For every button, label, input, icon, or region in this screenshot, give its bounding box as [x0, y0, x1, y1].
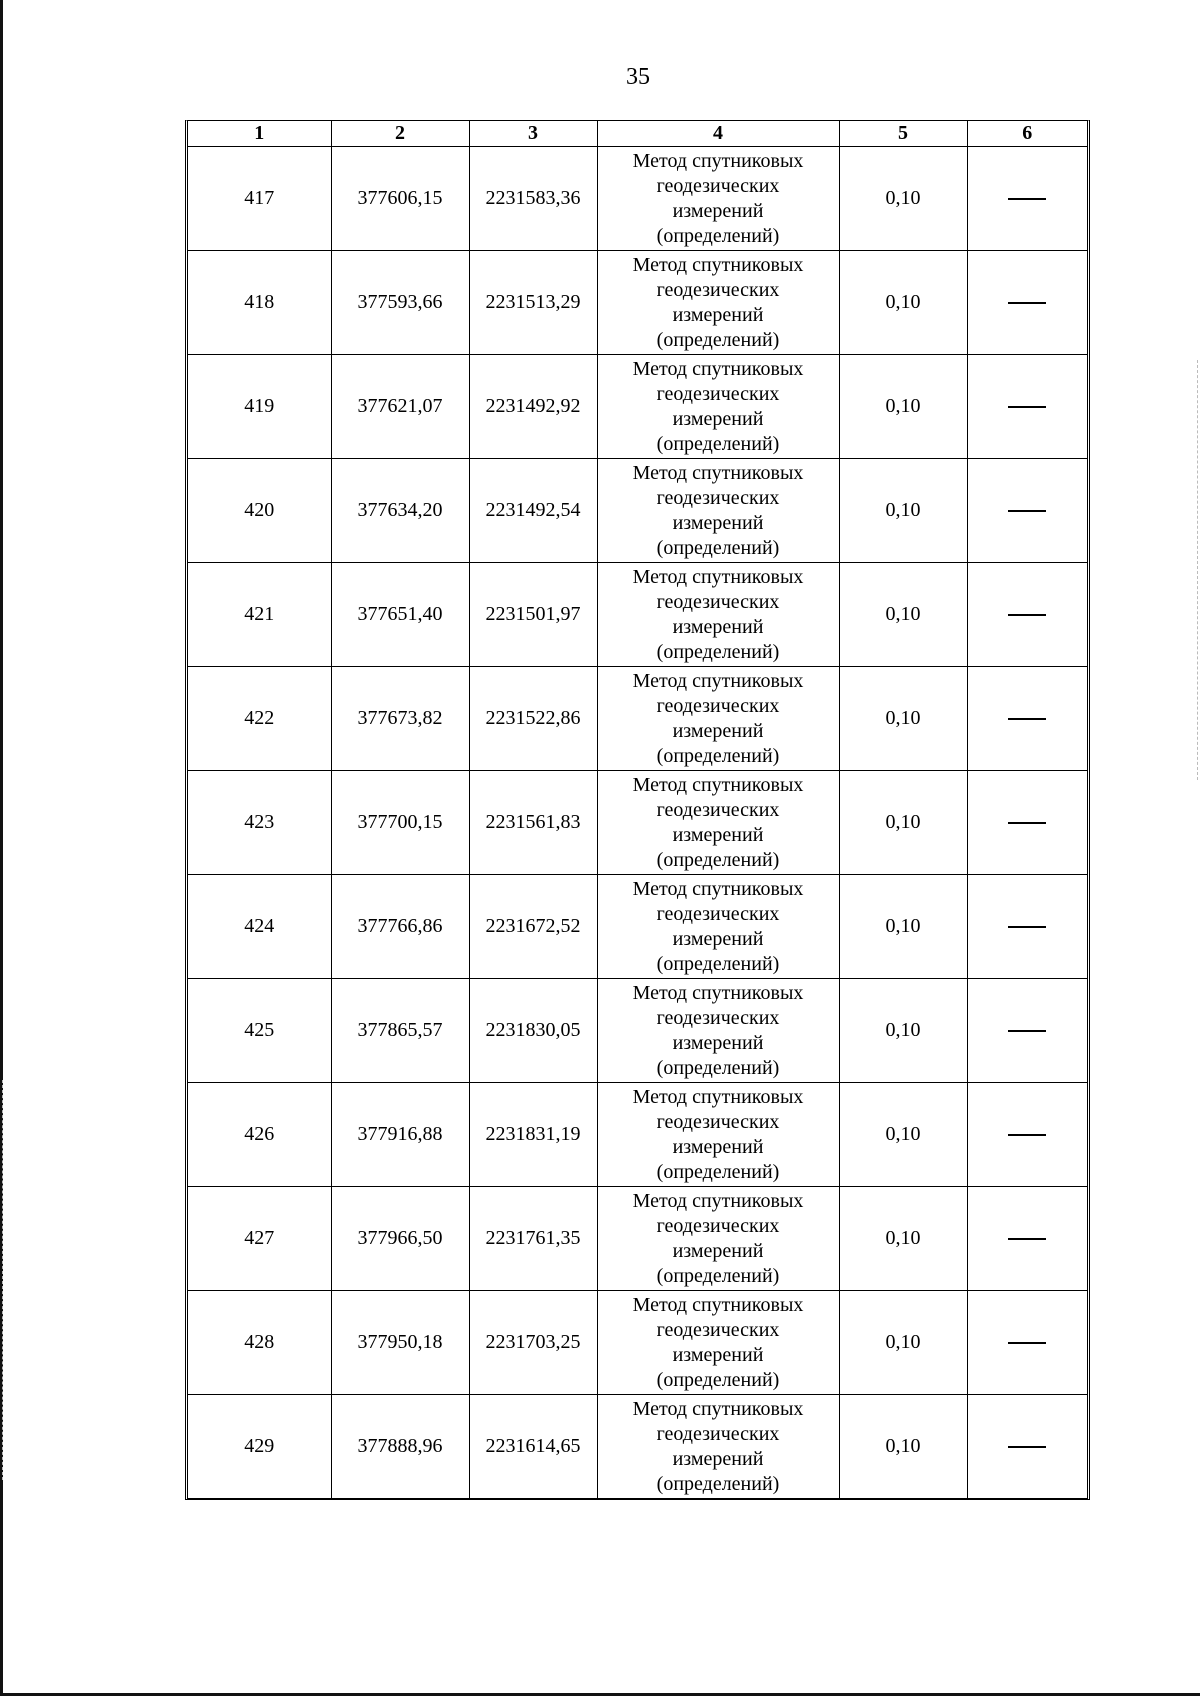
method-line: (определений)	[656, 952, 780, 975]
dash-mark	[1008, 1134, 1046, 1136]
x-coordinate-cell: 377651,40	[331, 563, 469, 667]
method-line: геодезических	[656, 590, 780, 613]
method-line: (определений)	[656, 432, 780, 455]
method-line: геодезических	[656, 1318, 780, 1341]
description-cell	[967, 459, 1087, 563]
y-coordinate-cell: 2231492,92	[469, 355, 597, 459]
method-line: измерений	[672, 511, 764, 534]
dash-mark	[1008, 614, 1046, 616]
method-line: геодезических	[656, 694, 780, 717]
column-header: 4	[597, 121, 839, 147]
accuracy-cell: 0,10	[839, 459, 967, 563]
method-line: геодезических	[656, 1110, 780, 1133]
method-line: Метод спутниковых	[632, 461, 804, 484]
method-cell	[597, 1291, 839, 1395]
y-coordinate-cell: 2231672,52	[469, 875, 597, 979]
scan-right-edge-marks	[1197, 360, 1199, 780]
accuracy-cell: 0,10	[839, 1395, 967, 1499]
table-row	[188, 355, 1087, 459]
method-line: измерений	[672, 1031, 764, 1054]
table-row	[188, 459, 1087, 563]
method-line: Метод спутниковых	[632, 1293, 804, 1316]
method-line: измерений	[672, 615, 764, 638]
dash-mark	[1008, 302, 1046, 304]
method-line: Метод спутниковых	[632, 1189, 804, 1212]
method-line: Метод спутниковых	[632, 565, 804, 588]
table-row	[188, 1083, 1087, 1187]
table-row	[188, 771, 1087, 875]
table-body	[188, 147, 1087, 1499]
x-coordinate-cell: 377916,88	[331, 1083, 469, 1187]
x-coordinate-cell: 377634,20	[331, 459, 469, 563]
method-cell	[597, 1083, 839, 1187]
method-line: Метод спутниковых	[632, 1085, 804, 1108]
method-line: геодезических	[656, 278, 780, 301]
method-line: геодезических	[656, 1006, 780, 1029]
dash-mark	[1008, 510, 1046, 512]
method-line: Метод спутниковых	[632, 773, 804, 796]
point-number-cell: 427	[188, 1187, 331, 1291]
method-line: измерений	[672, 303, 764, 326]
dash-mark	[1008, 406, 1046, 408]
point-number-cell: 424	[188, 875, 331, 979]
accuracy-cell: 0,10	[839, 771, 967, 875]
description-cell	[967, 771, 1087, 875]
coordinates-table	[188, 121, 1087, 1498]
method-line: Метод спутниковых	[632, 357, 804, 380]
description-cell	[967, 667, 1087, 771]
method-line: (определений)	[656, 744, 780, 767]
column-header: 5	[839, 121, 967, 147]
x-coordinate-cell: 377700,15	[331, 771, 469, 875]
x-coordinate-cell: 377606,15	[331, 147, 469, 251]
accuracy-cell: 0,10	[839, 1291, 967, 1395]
x-coordinate-cell: 377621,07	[331, 355, 469, 459]
description-cell	[967, 1395, 1087, 1499]
dash-mark	[1008, 822, 1046, 824]
method-line: Метод спутниковых	[632, 669, 804, 692]
method-line: геодезических	[656, 1422, 780, 1445]
method-cell	[597, 1187, 839, 1291]
accuracy-cell: 0,10	[839, 979, 967, 1083]
x-coordinate-cell: 377766,86	[331, 875, 469, 979]
method-line: геодезических	[656, 798, 780, 821]
method-cell	[597, 563, 839, 667]
method-line: измерений	[672, 1447, 764, 1470]
point-number-cell: 417	[188, 147, 331, 251]
y-coordinate-cell: 2231513,29	[469, 251, 597, 355]
column-header: 2	[331, 121, 469, 147]
method-cell	[597, 251, 839, 355]
point-number-cell: 421	[188, 563, 331, 667]
x-coordinate-cell: 377966,50	[331, 1187, 469, 1291]
method-line: геодезических	[656, 174, 780, 197]
x-coordinate-cell: 377593,66	[331, 251, 469, 355]
accuracy-cell: 0,10	[839, 355, 967, 459]
method-cell	[597, 147, 839, 251]
method-line: (определений)	[656, 1472, 780, 1495]
description-cell	[967, 1083, 1087, 1187]
accuracy-cell: 0,10	[839, 251, 967, 355]
method-line: Метод спутниковых	[632, 149, 804, 172]
method-line: (определений)	[656, 848, 780, 871]
method-cell	[597, 667, 839, 771]
dash-mark	[1008, 926, 1046, 928]
table-row	[188, 147, 1087, 251]
method-cell	[597, 771, 839, 875]
scan-left-edge-marks	[2, 1080, 4, 1480]
description-cell	[967, 251, 1087, 355]
method-line: геодезических	[656, 486, 780, 509]
table-row	[188, 979, 1087, 1083]
accuracy-cell: 0,10	[839, 1083, 967, 1187]
y-coordinate-cell: 2231522,86	[469, 667, 597, 771]
point-number-cell: 425	[188, 979, 331, 1083]
point-number-cell: 418	[188, 251, 331, 355]
header-row	[188, 121, 1087, 147]
method-line: (определений)	[656, 1264, 780, 1287]
method-line: (определений)	[656, 328, 780, 351]
method-line: Метод спутниковых	[632, 1397, 804, 1420]
description-cell	[967, 563, 1087, 667]
dash-mark	[1008, 198, 1046, 200]
table-row	[188, 251, 1087, 355]
y-coordinate-cell: 2231831,19	[469, 1083, 597, 1187]
x-coordinate-cell: 377950,18	[331, 1291, 469, 1395]
table-row	[188, 1395, 1087, 1499]
point-number-cell: 429	[188, 1395, 331, 1499]
method-line: измерений	[672, 1239, 764, 1262]
table-row	[188, 667, 1087, 771]
method-line: (определений)	[656, 224, 780, 247]
accuracy-cell: 0,10	[839, 1187, 967, 1291]
method-line: измерений	[672, 719, 764, 742]
y-coordinate-cell: 2231830,05	[469, 979, 597, 1083]
method-cell	[597, 1395, 839, 1499]
method-line: (определений)	[656, 536, 780, 559]
description-cell	[967, 875, 1087, 979]
y-coordinate-cell: 2231583,36	[469, 147, 597, 251]
y-coordinate-cell: 2231561,83	[469, 771, 597, 875]
y-coordinate-cell: 2231501,97	[469, 563, 597, 667]
accuracy-cell: 0,10	[839, 563, 967, 667]
point-number-cell: 419	[188, 355, 331, 459]
coordinates-table-wrapper	[185, 120, 1090, 1500]
method-line: (определений)	[656, 1160, 780, 1183]
table-row	[188, 875, 1087, 979]
y-coordinate-cell: 2231614,65	[469, 1395, 597, 1499]
table-row	[188, 1187, 1087, 1291]
table-row	[188, 563, 1087, 667]
method-line: геодезических	[656, 1214, 780, 1237]
method-line: геодезических	[656, 902, 780, 925]
column-header: 6	[967, 121, 1087, 147]
method-line: Метод спутниковых	[632, 253, 804, 276]
dash-mark	[1008, 1446, 1046, 1448]
method-line: измерений	[672, 407, 764, 430]
method-line: (определений)	[656, 640, 780, 663]
method-line: измерений	[672, 823, 764, 846]
point-number-cell: 428	[188, 1291, 331, 1395]
table-row	[188, 1291, 1087, 1395]
page-number: 35	[626, 64, 650, 90]
point-number-cell: 426	[188, 1083, 331, 1187]
dash-mark	[1008, 718, 1046, 720]
method-line: Метод спутниковых	[632, 877, 804, 900]
column-header: 3	[469, 121, 597, 147]
dash-mark	[1008, 1342, 1046, 1344]
accuracy-cell: 0,10	[839, 875, 967, 979]
method-line: (определений)	[656, 1368, 780, 1391]
method-line: измерений	[672, 199, 764, 222]
method-line: измерений	[672, 927, 764, 950]
x-coordinate-cell: 377673,82	[331, 667, 469, 771]
point-number-cell: 420	[188, 459, 331, 563]
dash-mark	[1008, 1238, 1046, 1240]
method-cell	[597, 459, 839, 563]
description-cell	[967, 355, 1087, 459]
description-cell	[967, 979, 1087, 1083]
point-number-cell: 422	[188, 667, 331, 771]
method-cell	[597, 355, 839, 459]
method-line: измерений	[672, 1343, 764, 1366]
y-coordinate-cell: 2231703,25	[469, 1291, 597, 1395]
method-line: (определений)	[656, 1056, 780, 1079]
accuracy-cell: 0,10	[839, 147, 967, 251]
y-coordinate-cell: 2231761,35	[469, 1187, 597, 1291]
dash-mark	[1008, 1030, 1046, 1032]
description-cell	[967, 147, 1087, 251]
method-cell	[597, 875, 839, 979]
x-coordinate-cell: 377865,57	[331, 979, 469, 1083]
x-coordinate-cell: 377888,96	[331, 1395, 469, 1499]
column-header: 1	[188, 121, 331, 147]
y-coordinate-cell: 2231492,54	[469, 459, 597, 563]
description-cell	[967, 1187, 1087, 1291]
method-line: геодезических	[656, 382, 780, 405]
accuracy-cell: 0,10	[839, 667, 967, 771]
method-line: Метод спутниковых	[632, 981, 804, 1004]
method-line: измерений	[672, 1135, 764, 1158]
method-cell	[597, 979, 839, 1083]
description-cell	[967, 1291, 1087, 1395]
point-number-cell: 423	[188, 771, 331, 875]
